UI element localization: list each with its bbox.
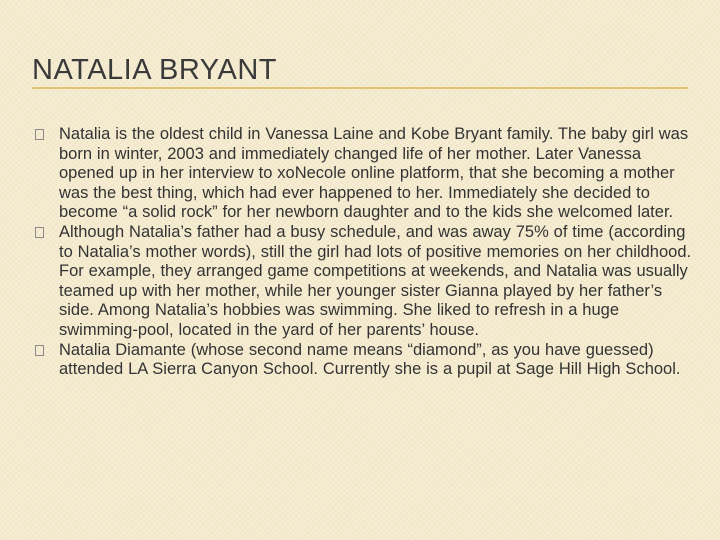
bullet-item xyxy=(32,341,692,380)
title-underline xyxy=(32,87,688,89)
hollow-square-bullet-icon xyxy=(35,227,44,238)
bullet-item xyxy=(32,125,692,223)
bullet-item xyxy=(32,223,692,341)
bullet-text: Natalia is the oldest child in Vanessa Laine and Kobe Bryant family. The baby girl was born in winter, 2003 and immediately changed life of her mother. Later Vanessa opened up in her interview to xoNecole online platform, that she becoming a mother was the best thing, which had ever happened to her. Immediately she decided to become “a solid rock” for her newborn daughter and to the kids she welcomed later. xyxy=(59,125,689,222)
bullet-list xyxy=(32,125,692,380)
slide-title: NATALIA BRYANT xyxy=(32,54,277,86)
bullet-text: Although Natalia’s father had a busy schedule, and was away 75% of time (according to Natalia’s mother words), still the girl had lots of positive memories on her childhood. For example, they arranged game competitions at weekends, and Natalia was usually teamed up with her mother, while her younger sister Gianna played by her father’s side. Among Natalia’s hobbies was swimming. She liked to refresh in a huge swimming-pool, located in the yard of her parents’ house. xyxy=(59,222,692,339)
hollow-square-bullet-icon xyxy=(35,345,44,356)
hollow-square-bullet-icon xyxy=(35,129,44,140)
bullet-text: Natalia Diamante (whose second name means “diamond”, as you have guessed) attended LA Sierra Canyon School. Currently she is a pupil at Sage Hill High School. xyxy=(59,340,681,379)
